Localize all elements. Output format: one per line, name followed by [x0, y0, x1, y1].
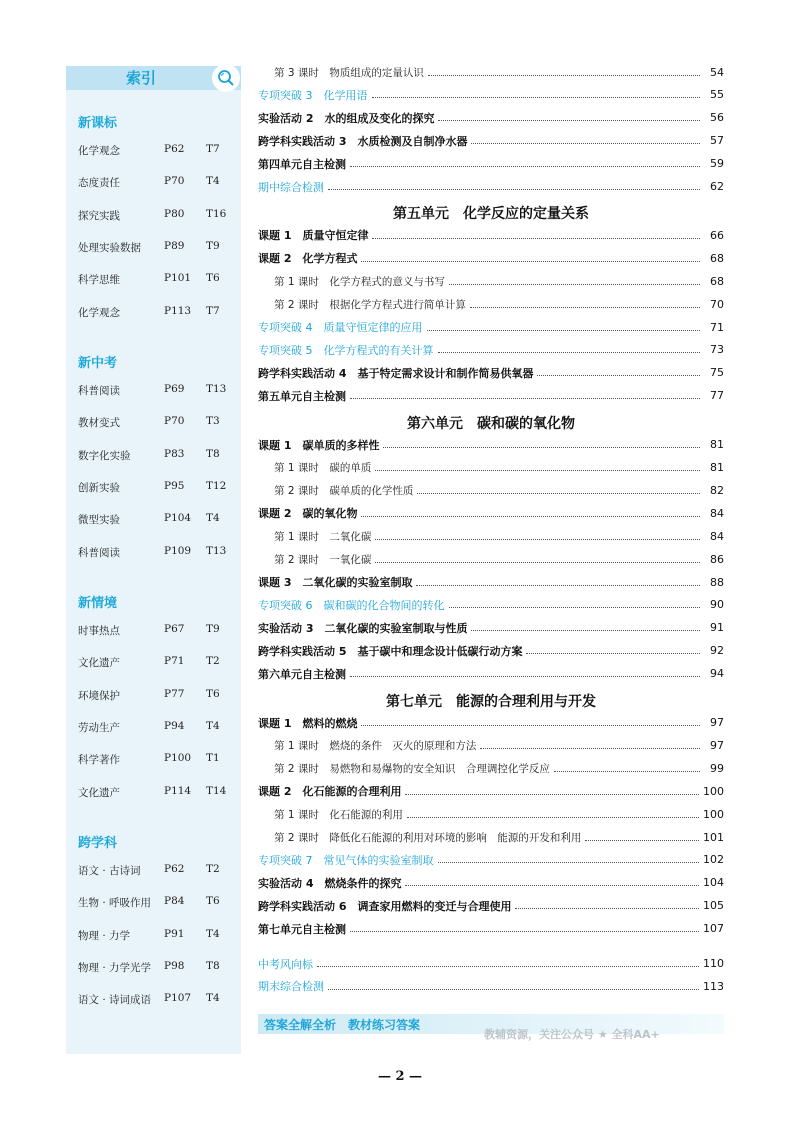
toc-entry-page: 71 [710, 320, 724, 334]
toc-entry[interactable] [258, 781, 724, 801]
toc-entry[interactable] [258, 664, 724, 684]
toc-entry[interactable] [258, 480, 724, 500]
toc-entry-label: 第 2 课时 根据化学方程式进行简单计算 [274, 298, 466, 311]
toc-entry-page: 54 [710, 65, 724, 79]
toc-entry[interactable] [258, 85, 724, 105]
dot-leader [427, 330, 701, 331]
index-row-task: T12 [206, 479, 227, 492]
index-row-task: T6 [206, 895, 220, 908]
index-row-page: P113 [164, 304, 192, 317]
toc-entry-label: 课题 1 碳单质的多样性 [258, 438, 380, 452]
dot-leader [361, 261, 700, 262]
index-row-name: 劳动生产 [78, 721, 120, 734]
index-row [78, 143, 238, 163]
toc-entry-label: 专项突破 4 质量守恒定律的应用 [258, 321, 423, 334]
index-row-page: P70 [164, 175, 185, 188]
dot-leader [428, 75, 700, 76]
index-row-name: 生物 · 呼吸作用 [78, 897, 152, 910]
dot-leader [350, 676, 700, 677]
toc-entry-page: 90 [710, 598, 724, 612]
toc-entry-page: 84 [710, 529, 724, 543]
toc-entry[interactable] [258, 735, 724, 755]
toc-entry-label: 第五单元自主检测 [258, 389, 346, 403]
toc-entry[interactable] [258, 595, 724, 615]
index-row-page: P71 [164, 655, 185, 668]
dot-leader [449, 284, 700, 285]
toc-entry-label: 第 1 课时 碳的单质 [274, 462, 372, 474]
toc-entry[interactable] [258, 954, 724, 974]
index-row-name: 微型实验 [78, 514, 120, 527]
index-section-title: 新情境 [78, 596, 118, 611]
index-row-page: P104 [164, 512, 192, 525]
dot-leader [328, 989, 699, 990]
index-row-task: T13 [206, 383, 227, 395]
index-row-page: P83 [164, 447, 185, 460]
answer-bar-text: 答案全解全析 教材练习答案 [264, 1018, 421, 1032]
index-row-name: 教材变式 [78, 417, 120, 430]
index-row [78, 272, 238, 292]
index-row-name: 时事热点 [78, 625, 120, 637]
toc-entry[interactable] [258, 526, 724, 546]
index-row-task: T9 [206, 239, 220, 252]
index-row-task: T2 [206, 863, 220, 875]
index-row-task: T8 [206, 447, 220, 460]
index-row [78, 655, 238, 675]
dot-leader [554, 771, 700, 772]
toc-entry-page: 88 [710, 575, 724, 589]
index-row-task: T1 [206, 752, 220, 765]
dot-leader [471, 143, 700, 144]
toc-entry-page: 97 [710, 738, 724, 752]
toc-entry-label: 跨学科实践活动 4 基于特定需求设计和制作简易供氧器 [258, 366, 534, 380]
index-row [78, 545, 238, 565]
toc-entry-page: 107 [703, 922, 724, 936]
index-section-title: 新课标 [78, 116, 118, 131]
toc-entry-label: 第 1 课时 化石能源的利用 [274, 808, 403, 821]
toc-entry-label: 课题 2 碳的氧化物 [258, 507, 358, 521]
index-row-page: P89 [164, 239, 185, 252]
index-row [78, 863, 238, 883]
dot-leader [375, 470, 700, 471]
index-row-name: 环境保护 [78, 689, 120, 702]
index-row-task: T3 [206, 415, 220, 428]
index-row-page: P91 [164, 927, 185, 940]
toc-entry[interactable] [258, 919, 724, 939]
dot-leader [470, 307, 700, 308]
toc-entry[interactable] [258, 154, 724, 174]
index-row-page: P95 [164, 479, 185, 492]
toc-entry-page: 84 [710, 506, 724, 520]
toc-entry-label: 第四单元自主检测 [258, 157, 346, 171]
toc-entry-label: 专项突破 3 化学用语 [258, 88, 368, 102]
toc-entry-label: 中考风向标 [258, 957, 313, 971]
index-row-name: 科学思维 [78, 274, 120, 287]
index-row-page: P77 [164, 687, 185, 700]
index-row-name: 态度责任 [78, 177, 120, 190]
index-row-name: 物理 · 力学光学 [78, 961, 152, 974]
toc-entry[interactable] [258, 177, 724, 197]
toc-entry-page: 70 [710, 297, 724, 311]
dot-leader [361, 725, 700, 726]
dot-leader [585, 840, 699, 841]
toc-entry-page: 68 [710, 251, 724, 265]
index-row [78, 448, 238, 468]
toc-entry-label: 期中综合检测 [258, 180, 324, 194]
index-row-task: T2 [206, 655, 220, 668]
toc-entry[interactable] [258, 248, 724, 268]
toc-entry-page: 94 [710, 667, 724, 681]
toc-entry[interactable] [258, 758, 724, 778]
index-row-task: T14 [206, 784, 227, 797]
index-row-page: P80 [164, 207, 185, 220]
toc-entry-page: 82 [710, 483, 724, 497]
dot-leader [471, 630, 700, 631]
toc-entry[interactable] [258, 873, 724, 893]
index-row-name: 文化遗产 [78, 786, 120, 799]
index-row-name: 科学著作 [78, 754, 120, 767]
unit-heading: 第六单元 碳和碳的氧化物 [407, 415, 575, 432]
toc-entry-label: 实验活动 4 燃烧条件的探究 [258, 876, 402, 890]
page-number: — 2 — [377, 1069, 423, 1084]
toc-entry-label: 第六单元自主检测 [258, 667, 346, 681]
dot-leader [317, 966, 699, 967]
toc-entry-label: 专项突破 6 碳和碳的化合物间的转化 [258, 598, 445, 612]
index-row [78, 305, 238, 325]
index-row-page: P101 [164, 272, 192, 285]
index-row-task: T4 [206, 719, 220, 732]
index-row [78, 480, 238, 500]
dot-leader [515, 908, 699, 909]
toc-entry-label: 专项突破 7 常见气体的实验室制取 [258, 853, 434, 867]
toc-entry-label: 跨学科实践活动 6 调查家用燃料的变迁与合理使用 [258, 899, 512, 913]
toc-entry-label: 第 1 课时 二氧化碳 [274, 530, 372, 543]
index-row-page: P62 [164, 863, 185, 875]
toc-entry-page: 100 [703, 784, 724, 798]
toc-entry-page: 102 [703, 853, 724, 867]
toc-entry-page: 62 [710, 180, 724, 193]
index-section-title: 新中考 [78, 356, 118, 371]
toc-entry[interactable] [258, 850, 724, 870]
dot-leader [449, 607, 701, 608]
index-row-page: P100 [164, 752, 192, 765]
toc-entry-label: 第 2 课时 一氧化碳 [274, 553, 372, 566]
toc-entry[interactable] [258, 713, 724, 733]
index-row-task: T13 [206, 544, 227, 557]
index-row-page: P69 [164, 383, 185, 395]
dot-leader [350, 398, 700, 399]
toc-entry-page: 113 [703, 979, 724, 993]
dot-leader [372, 238, 700, 239]
watermark: 教辅资源，关注公众号 ★ 全科AA+ [484, 1028, 660, 1041]
toc-entry-page: 91 [710, 621, 724, 635]
index-title: 索引 [125, 69, 156, 87]
index-row-task: T4 [206, 992, 220, 1005]
index-row-name: 物理 · 力学 [78, 929, 131, 942]
index-row-task: T9 [206, 623, 220, 635]
toc-entry-label: 跨学科实践活动 3 水质检测及自制净水器 [258, 134, 468, 148]
index-row-name: 数字化实验 [78, 449, 131, 462]
index-row [78, 175, 238, 195]
toc-entry-page: 68 [710, 274, 724, 288]
dot-leader [417, 493, 700, 494]
toc-entry-page: 73 [710, 343, 724, 357]
dot-leader [526, 653, 700, 654]
index-row-page: P94 [164, 719, 185, 732]
toc-entry-page: 101 [703, 830, 724, 844]
dot-leader [537, 375, 700, 376]
toc-entry-label: 第 2 课时 降低化石能源的利用对环境的影响 能源的开发和利用 [274, 831, 582, 844]
toc-entry-page: 57 [710, 134, 724, 148]
toc-entry-page: 104 [703, 876, 724, 890]
toc-entry[interactable] [258, 386, 724, 406]
toc-entry[interactable] [258, 131, 724, 151]
dot-leader [438, 120, 700, 121]
index-row-task: T7 [206, 304, 220, 317]
dot-leader [407, 817, 699, 818]
index-row [78, 240, 238, 260]
index-row [78, 688, 238, 708]
dot-leader [438, 352, 701, 353]
dot-leader [405, 885, 699, 886]
toc-entry-label: 第 2 课时 碳单质的化学性质 [274, 484, 414, 497]
index-row [78, 383, 238, 403]
unit-heading: 第七单元 能源的合理利用与开发 [386, 693, 596, 710]
index-row [78, 895, 238, 915]
toc-entry[interactable] [258, 976, 724, 996]
index-header [66, 66, 241, 90]
dot-leader [383, 447, 700, 448]
index-row-page: P70 [164, 415, 185, 428]
toc-entry-page: 100 [703, 807, 724, 821]
toc-entry-label: 第七单元自主检测 [258, 922, 346, 936]
toc-entry-page: 81 [710, 461, 724, 474]
index-row-name: 科普阅读 [78, 546, 120, 559]
toc-entry-label: 专项突破 5 化学方程式的有关计算 [258, 343, 434, 357]
search-icon [217, 69, 235, 87]
toc-entry[interactable] [258, 641, 724, 661]
toc-entry-page: 81 [710, 438, 724, 452]
toc-entry[interactable] [258, 618, 724, 638]
toc-entry-label: 实验活动 3 二氧化碳的实验室制取与性质 [258, 621, 468, 635]
toc-entry-label: 课题 1 燃料的燃烧 [258, 716, 358, 730]
toc-entry[interactable] [258, 827, 724, 847]
index-row [78, 992, 238, 1012]
toc-entry[interactable] [258, 62, 724, 82]
toc-entry[interactable] [258, 435, 724, 455]
unit-heading: 第五单元 化学反应的定量关系 [393, 206, 589, 223]
index-row-page: P98 [164, 959, 185, 972]
dot-leader [416, 585, 700, 586]
toc-entry-page: 55 [710, 88, 724, 102]
index-row-name: 文化遗产 [78, 657, 120, 670]
index-section-title: 跨学科 [78, 836, 118, 851]
toc-entry-label: 课题 3 二氧化碳的实验室制取 [258, 576, 413, 589]
toc-entry-label: 课题 1 质量守恒定律 [258, 229, 369, 243]
toc-entry-label: 第 1 课时 化学方程式的意义与书写 [274, 275, 445, 288]
toc-entry-page: 56 [710, 111, 724, 125]
toc-entry-page: 86 [710, 552, 724, 566]
index-row-page: P67 [164, 623, 185, 635]
toc-entry-label: 第 2 课时 易燃物和易爆物的安全知识 合理调控化学反应 [274, 762, 550, 775]
toc-entry[interactable] [258, 572, 724, 592]
index-row-page: P107 [164, 992, 192, 1005]
toc-entry-page: 110 [703, 957, 724, 970]
toc-entry-page: 97 [710, 716, 724, 729]
toc-entry[interactable] [258, 503, 724, 523]
index-row [78, 785, 238, 805]
toc-entry[interactable] [258, 549, 724, 569]
index-row-task: T16 [206, 207, 227, 220]
dot-leader [350, 931, 699, 932]
index-row [78, 720, 238, 740]
toc-entry[interactable] [258, 225, 724, 245]
toc-entry-page: 99 [710, 761, 724, 775]
toc-entry[interactable] [258, 363, 724, 383]
index-row-task: T7 [206, 143, 220, 155]
toc-entry-label: 实验活动 2 水的组成及变化的探究 [258, 111, 435, 125]
dot-leader [350, 166, 700, 167]
toc-entry-page: 59 [710, 157, 724, 171]
toc-entry[interactable] [258, 458, 724, 478]
toc-entry-label: 跨学科实践活动 5 基于碳中和理念设计低碳行动方案 [258, 644, 523, 658]
index-row [78, 208, 238, 228]
toc-entry-page: 77 [710, 389, 724, 403]
toc-entry-label: 期末综合检测 [258, 980, 324, 994]
toc-entry-page: 92 [710, 644, 724, 658]
index-row [78, 960, 238, 980]
index-row-task: T4 [206, 512, 220, 525]
toc-entry[interactable] [258, 340, 724, 360]
toc-entry[interactable] [258, 317, 724, 337]
index-row-name: 创新实验 [78, 481, 120, 494]
index-row-page: P84 [164, 895, 185, 908]
index-row-name: 处理实验数据 [78, 241, 141, 254]
dot-leader [480, 748, 700, 749]
index-row [78, 623, 238, 643]
dot-leader [375, 562, 700, 563]
index-row-name: 探究实践 [78, 209, 120, 222]
dot-leader [372, 97, 701, 98]
index-row-page: P109 [164, 544, 192, 557]
index-row-task: T6 [206, 687, 220, 700]
toc-entry[interactable] [258, 294, 724, 314]
dot-leader [438, 862, 700, 863]
index-row-task: T4 [206, 927, 220, 940]
index-row-task: T8 [206, 959, 220, 972]
dot-leader [405, 794, 699, 795]
index-row-name: 语文 · 诗词成语 [78, 994, 152, 1007]
index-sidebar [66, 66, 241, 1054]
toc-entry-page: 66 [710, 228, 724, 242]
toc-entry-label: 第 1 课时 燃烧的条件 灭火的原理和方法 [274, 739, 477, 752]
search-badge [212, 64, 240, 92]
dot-leader [361, 516, 700, 517]
index-row-page: P114 [164, 784, 192, 797]
index-row-name: 语文 · 古诗词 [78, 865, 141, 877]
index-row-task: T6 [206, 272, 220, 285]
toc-entry-page: 75 [710, 366, 724, 380]
toc-entry-page: 105 [703, 899, 724, 913]
toc-entry-label: 第 3 课时 物质组成的定量认识 [274, 66, 424, 79]
index-row [78, 752, 238, 772]
index-row [78, 415, 238, 435]
index-row-name: 化学观念 [78, 306, 120, 319]
toc-entry[interactable] [258, 804, 724, 824]
index-row-task: T4 [206, 175, 220, 188]
dot-leader [375, 539, 700, 540]
index-row-name: 化学观念 [78, 145, 120, 157]
toc-entry[interactable] [258, 271, 724, 291]
index-row-page: P62 [164, 143, 185, 155]
index-row [78, 928, 238, 948]
toc-entry[interactable] [258, 108, 724, 128]
toc-entry-label: 课题 2 化石能源的合理利用 [258, 785, 402, 799]
index-row-name: 科普阅读 [78, 385, 120, 397]
toc-entry[interactable] [258, 896, 724, 916]
index-row [78, 512, 238, 532]
toc-entry-label: 课题 2 化学方程式 [258, 252, 358, 266]
dot-leader [328, 189, 700, 190]
